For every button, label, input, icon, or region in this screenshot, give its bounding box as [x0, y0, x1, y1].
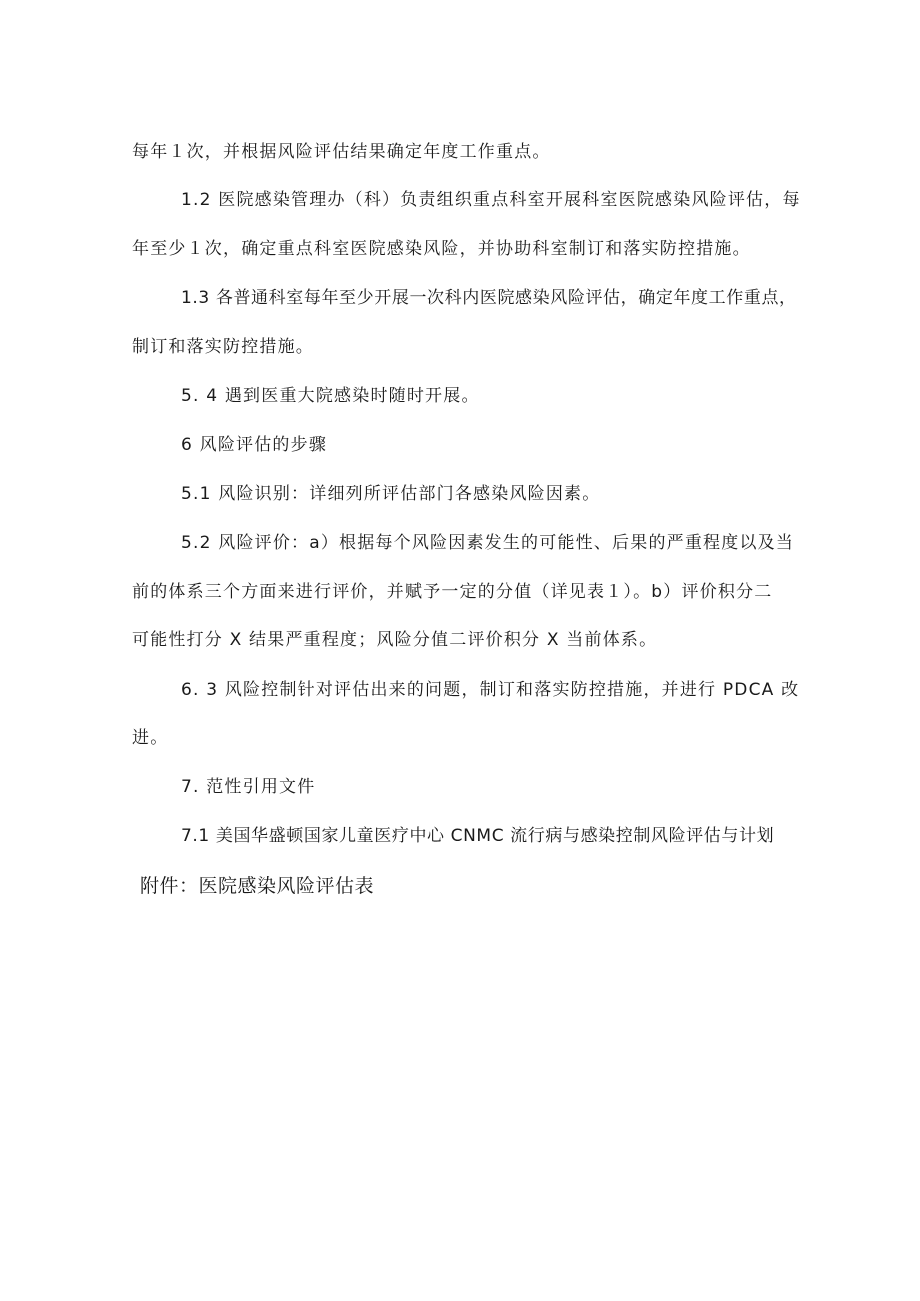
- section-6-heading: 6 风险评估的步骤: [181, 435, 328, 455]
- section-7-1-line: 7.1 美国华盛顿国家儿童医疗中心 CNMC 流行病与感染控制风险评估与计划: [181, 826, 775, 846]
- section-5-2-line-3: 可能性打分 X 结果严重程度；风险分值二评价积分 X 当前体系。: [132, 630, 658, 650]
- paragraph-line: 每年１次，并根据风险评估结果确定年度工作重点。: [132, 142, 551, 162]
- section-7-heading: 7. 范性引用文件: [181, 777, 316, 797]
- section-1-2-line-1: 1.2 医院感染管理办（科）负责组织重点科室开展科室医院感染风险评估，每: [181, 190, 801, 210]
- section-5-4-line: 5. 4 遇到医重大院感染时随时开展。: [181, 386, 480, 406]
- attachment-line: 附件：医院感染风险评估表: [140, 875, 375, 897]
- section-6-3-line-2: 进。: [132, 728, 169, 748]
- section-5-2-line-2: 前的体系三个方面来进行评价，并赋予一定的分值（详见表１）。b）评价积分二: [132, 582, 773, 602]
- section-1-2-line-2: 年至少１次，确定重点科室医院感染风险，并协助科室制订和落实防控措施。: [132, 239, 751, 259]
- section-6-3-line-1: 6. 3 风险控制针对评估出来的问题，制订和落实防控措施，并进行 PDCA 改: [181, 680, 800, 700]
- section-5-1-line: 5.1 风险识别：详细列所评估部门各感染风险因素。: [181, 484, 601, 504]
- section-1-3-line-1: 1.3 各普通科室每年至少开展一次科内医院感染风险评估，确定年度工作重点，: [181, 288, 797, 308]
- section-5-2-line-1: 5.2 风险评价：a）根据每个风险因素发生的可能性、后果的严重程度以及当: [181, 533, 795, 553]
- section-1-3-line-2: 制订和落实防控措施。: [132, 337, 314, 357]
